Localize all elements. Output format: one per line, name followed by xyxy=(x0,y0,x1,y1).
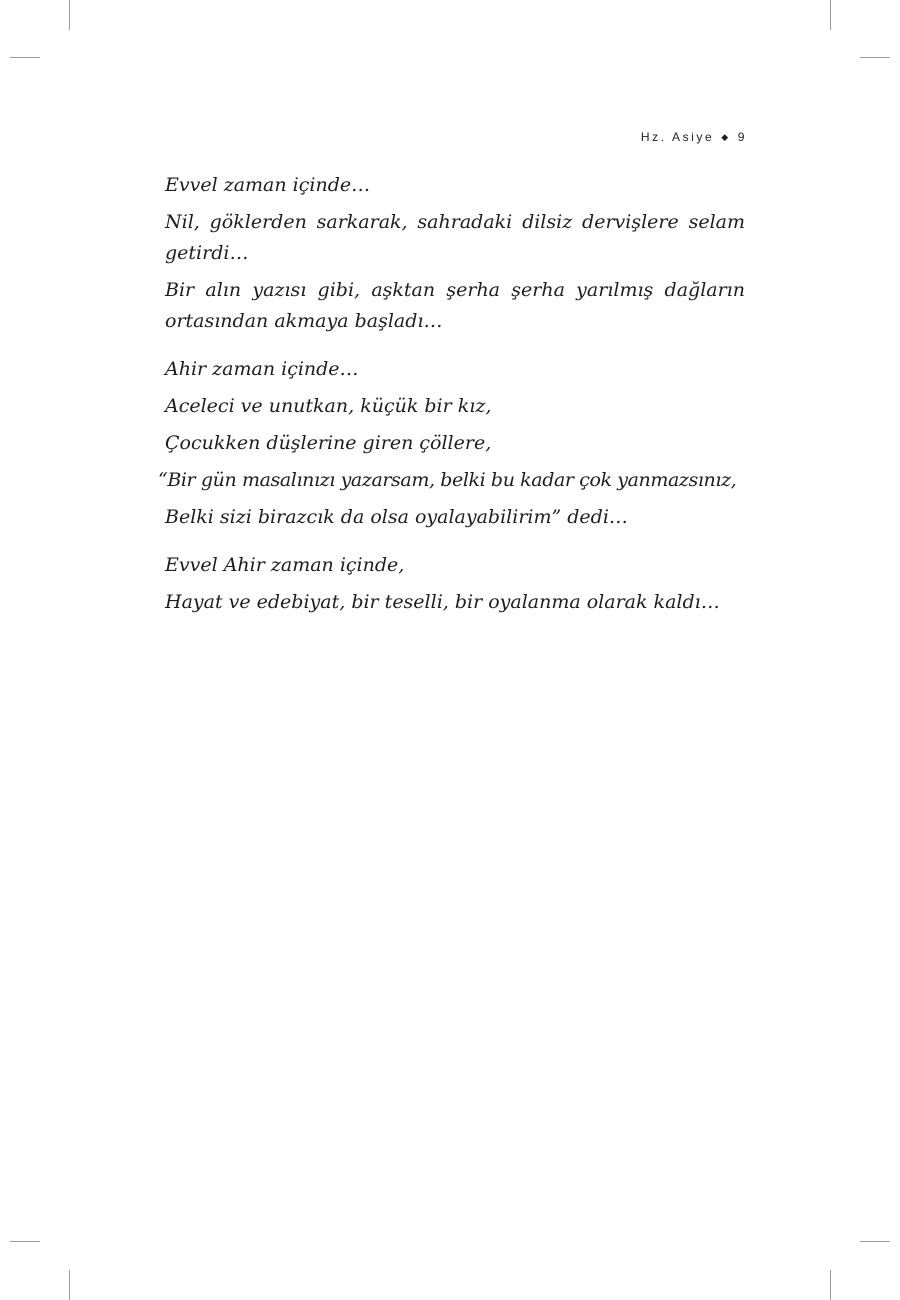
running-head xyxy=(641,130,747,144)
poem-line: Belki sizi birazcık da olsa oyalayabilirim” dedi… xyxy=(165,506,628,528)
page-number: 9 xyxy=(737,130,747,144)
crop-mark xyxy=(830,0,831,30)
diamond-separator-icon: ◆ xyxy=(721,132,731,142)
poem-line: “Bir gün masalınızı yazarsam, belki bu kadar çok yanmazsınız, xyxy=(158,469,737,491)
stanza-1 xyxy=(165,170,745,337)
running-head-title: Hz. Asiye xyxy=(640,130,715,144)
crop-mark xyxy=(69,0,70,30)
poem-line: Evvel zaman içinde… xyxy=(165,174,371,196)
poem-line: Ahir zaman içinde… xyxy=(165,358,359,380)
crop-mark xyxy=(69,1270,70,1300)
crop-mark xyxy=(860,1241,890,1242)
poem-line: Evvel Ahir zaman içinde, xyxy=(165,554,405,576)
poem-line: Bir alın yazısı gibi, aşktan şerha şerha yarılmış dağların ortasından akmaya başladı… xyxy=(165,279,745,332)
poem-line: Aceleci ve unutkan, küçük bir kız, xyxy=(165,395,492,417)
poem-body xyxy=(158,170,745,635)
poem-line: Nil, göklerden sarkarak, sahradaki dilsiz dervişlere selam getirdi… xyxy=(165,211,745,264)
poem-line: Hayat ve edebiyat, bir teselli, bir oyalanma olarak kaldı… xyxy=(165,591,720,613)
poem-line: Çocukken düşlerine giren çöllere, xyxy=(165,432,492,454)
crop-mark xyxy=(860,57,890,58)
stanza-3 xyxy=(165,550,745,618)
crop-mark xyxy=(830,1270,831,1300)
crop-mark xyxy=(10,1241,40,1242)
crop-mark xyxy=(10,57,40,58)
stanza-2 xyxy=(158,354,745,533)
